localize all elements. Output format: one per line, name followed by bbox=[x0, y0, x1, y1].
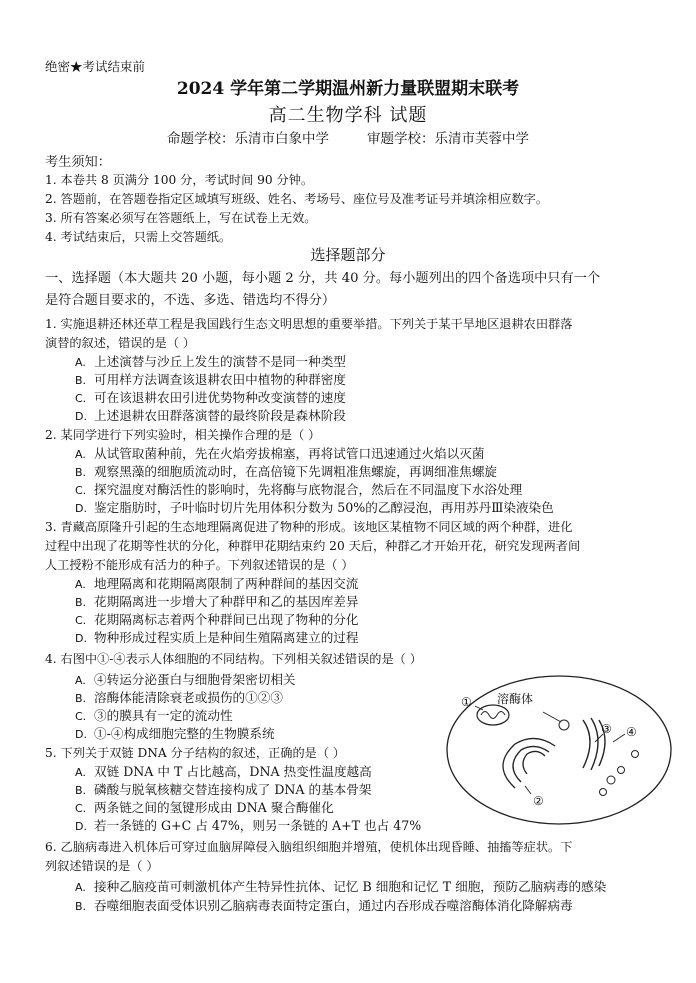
lysosome-pointer bbox=[543, 712, 561, 722]
vesicle bbox=[632, 751, 639, 758]
school-info bbox=[0, 132, 696, 148]
option-label: D. bbox=[75, 410, 87, 423]
option-row bbox=[75, 673, 296, 688]
option-label: A. bbox=[75, 766, 86, 779]
option-text: 两条链之间的氢键形成由 DNA 聚合酶催化 bbox=[94, 800, 334, 815]
question-stem: 演替的叙述，错误的是（ ） bbox=[45, 336, 196, 350]
notice-item: 4. 考试结束后，只需上交答题纸。 bbox=[45, 230, 232, 244]
option-row bbox=[75, 501, 554, 516]
option-text: 鉴定脂肪时，子叶临时切片先用体积分数为 50%的乙醇浸泡，再用苏丹Ⅲ染液染色 bbox=[94, 500, 554, 515]
cell-membrane bbox=[447, 676, 671, 824]
question-stem: 人工授粉不能形成有活力的种子。下列叙述错误的是（ ） bbox=[45, 558, 354, 572]
vesicle bbox=[618, 767, 625, 774]
notice-item: 1. 本卷共 8 页满分 100 分，考试时间 90 分钟。 bbox=[45, 173, 314, 187]
option-text: 上述退耕农田群落演替的最终阶段是森林阶段 bbox=[94, 408, 346, 423]
option-label: C. bbox=[75, 802, 87, 815]
option-row bbox=[75, 765, 372, 780]
question-stem: 5. 下列关于双链 DNA 分子结构的叙述，正确的是（ ） bbox=[45, 746, 346, 760]
option-row bbox=[75, 595, 358, 610]
notice-item: 2. 答题前，在答题卷指定区域填写班级、姓名、考场号、座位号及准考证号并填涂相应数字。 bbox=[45, 192, 549, 206]
option-label: D. bbox=[75, 728, 87, 741]
question-stem: 1. 实施退耕还林还草工程是我国践行生态文明思想的重要举措。下列关于某干旱地区退耕农田群落 bbox=[45, 317, 573, 331]
marker-2-line bbox=[525, 786, 531, 794]
golgi-cisterna bbox=[583, 720, 590, 768]
option-label: C. bbox=[75, 614, 87, 627]
option-label: B. bbox=[75, 692, 87, 705]
mitochondrion-cristae bbox=[481, 712, 505, 719]
option-text: 花期隔离进一步增大了种群甲和乙的基因库差异 bbox=[94, 594, 359, 609]
option-row bbox=[75, 880, 606, 895]
option-label: A. bbox=[75, 881, 86, 894]
option-text: 从试管取菌种前，先在火焰旁拔棉塞，再将试管口迅速通过火焰以灭菌 bbox=[94, 446, 485, 461]
option-row bbox=[75, 483, 522, 498]
option-text: 溶酶体能清除衰老或损伤的①②③ bbox=[94, 690, 283, 705]
option-row bbox=[75, 355, 346, 370]
option-row bbox=[75, 727, 275, 742]
option-text: 若一条链的 G+C 占 47%，则另一条链的 A+T 也占 47% bbox=[94, 818, 422, 833]
vesicle bbox=[607, 776, 615, 784]
option-row bbox=[75, 447, 484, 462]
option-text: 探究温度对酶活性的影响时，先将酶与底物混合，然后在不同温度下水浴处理 bbox=[94, 482, 523, 497]
lysosome-shape bbox=[559, 720, 569, 730]
golgi-cisterna bbox=[591, 718, 598, 770]
option-text: 花期隔离标志着两个种群间已出现了物种的分化 bbox=[94, 612, 359, 627]
mitochondrion-shape bbox=[477, 705, 509, 725]
section-intro-line: 一、选择题（本大题共 20 小题，每小题 2 分，共 40 分。每小题列出的四个备选项中只有一个 bbox=[45, 271, 601, 286]
question-stem: 列叙述错误的是（ ） bbox=[45, 859, 159, 873]
option-label: B. bbox=[75, 900, 87, 913]
question-stem: 6. 乙脑病毒进入机体后可穿过血脑屏障侵入脑组织细胞并增殖，使机体出现昏睡、抽搐等症状。下 bbox=[45, 840, 573, 854]
option-row bbox=[75, 819, 421, 834]
option-label: B. bbox=[75, 466, 87, 479]
option-label: A. bbox=[75, 356, 86, 369]
option-label: A. bbox=[75, 674, 86, 687]
option-row bbox=[75, 709, 233, 724]
option-row bbox=[75, 577, 358, 592]
option-text: 吞噬细胞表面受体识别乙脑病毒表面特定蛋白，通过内吞形成吞噬溶酶体消化降解病毒 bbox=[94, 898, 573, 913]
option-row bbox=[75, 691, 283, 706]
option-row bbox=[75, 899, 573, 914]
option-label: C. bbox=[75, 392, 87, 405]
lysosome-label: 溶酶体 bbox=[497, 692, 534, 706]
section-heading: 选择题部分 bbox=[310, 246, 386, 264]
marker-4: ④ bbox=[626, 725, 637, 739]
er-curve bbox=[523, 751, 545, 774]
marker-2: ② bbox=[533, 794, 544, 808]
option-label: D. bbox=[75, 632, 87, 645]
option-label: B. bbox=[75, 784, 87, 797]
question-stem: 4. 右图中①-④表示人体细胞的不同结构。下列相关叙述错误的是（ ） bbox=[45, 652, 422, 666]
option-row bbox=[75, 465, 497, 480]
exam-subtitle: 高二生物学科 试题 bbox=[268, 105, 428, 126]
option-text: ③的膜具有一定的流动性 bbox=[94, 708, 233, 723]
marker-3: ③ bbox=[601, 722, 612, 736]
vesicle bbox=[600, 789, 607, 796]
marker-1: ① bbox=[461, 695, 472, 709]
option-text: 磷酸与脱氧核糖交替连接构成了 DNA 的基本骨架 bbox=[94, 782, 372, 797]
option-text: 可在该退耕农田引进优势物种改变演替的速度 bbox=[94, 390, 346, 405]
exam-title: 2024 学年第二学期温州新力量联盟期末联考 bbox=[176, 79, 520, 99]
option-label: B. bbox=[75, 596, 87, 609]
cell-structure-figure bbox=[443, 670, 675, 828]
option-row bbox=[75, 631, 358, 646]
option-row bbox=[75, 373, 346, 388]
option-text: 观察黑藻的细胞质流动时，在高倍镜下先调粗准焦螺旋，再调细准焦螺旋 bbox=[94, 464, 497, 479]
option-label: C. bbox=[75, 710, 87, 723]
option-label: B. bbox=[75, 374, 87, 387]
option-row bbox=[75, 613, 358, 628]
option-label: C. bbox=[75, 484, 87, 497]
confidential-label: 绝密★考试结束前 bbox=[45, 59, 146, 74]
option-text: 上述演替与沙丘上发生的演替不是同一种类型 bbox=[94, 354, 346, 369]
er-curve bbox=[503, 738, 555, 788]
notice-item: 3. 所有答案必须写在答题纸上，写在试卷上无效。 bbox=[45, 211, 317, 225]
option-text: 地理隔离和花期隔离限制了两种群间的基因交流 bbox=[94, 576, 359, 591]
option-label: A. bbox=[75, 448, 86, 461]
option-text: ④转运分泌蛋白与细胞骨架密切相关 bbox=[94, 672, 296, 687]
section-intro-line: 是符合题目要求的，不选、多选、错选均不得分） bbox=[45, 293, 336, 308]
option-text: 可用样方法调查该退耕农田中植物的种群密度 bbox=[94, 372, 346, 387]
option-text: 物种形成过程实质上是种间生殖隔离建立的过程 bbox=[94, 630, 359, 645]
option-label: D. bbox=[75, 820, 87, 833]
question-stem: 过程中出现了花期等性状的分化，种群甲花期结束约 20 天后，种群乙才开始开花，研究发现两者间 bbox=[45, 539, 581, 553]
option-label: A. bbox=[75, 578, 86, 591]
reviewer-school: 审题学校：乐清市芙蓉中学 bbox=[367, 131, 529, 147]
option-row bbox=[75, 409, 346, 424]
option-row bbox=[75, 801, 334, 816]
option-text: 接种乙脑疫苗可刺激机体产生特异性抗体、记忆 B 细胞和记忆 T 细胞，预防乙脑病毒的感染 bbox=[94, 879, 607, 894]
proposer-school: 命题学校：乐清市白象中学 bbox=[167, 131, 329, 147]
question-stem: 3. 青藏高原隆升引起的生态地理隔离促进了物种的形成。该地区某植物不同区域的两个种群，进化 bbox=[45, 520, 573, 534]
cell-diagram bbox=[443, 670, 675, 828]
option-text: 双链 DNA 中 T 占比越高，DNA 热变性温度越高 bbox=[94, 764, 372, 779]
marker-4-line bbox=[613, 734, 625, 742]
option-row bbox=[75, 391, 346, 406]
option-label: D. bbox=[75, 502, 87, 515]
option-text: ①-④构成细胞完整的生物膜系统 bbox=[94, 726, 275, 741]
question-stem: 2. 某同学进行下列实验时，相关操作合理的是（ ） bbox=[45, 428, 321, 442]
notice-heading: 考生须知： bbox=[45, 155, 111, 170]
option-row bbox=[75, 783, 372, 798]
